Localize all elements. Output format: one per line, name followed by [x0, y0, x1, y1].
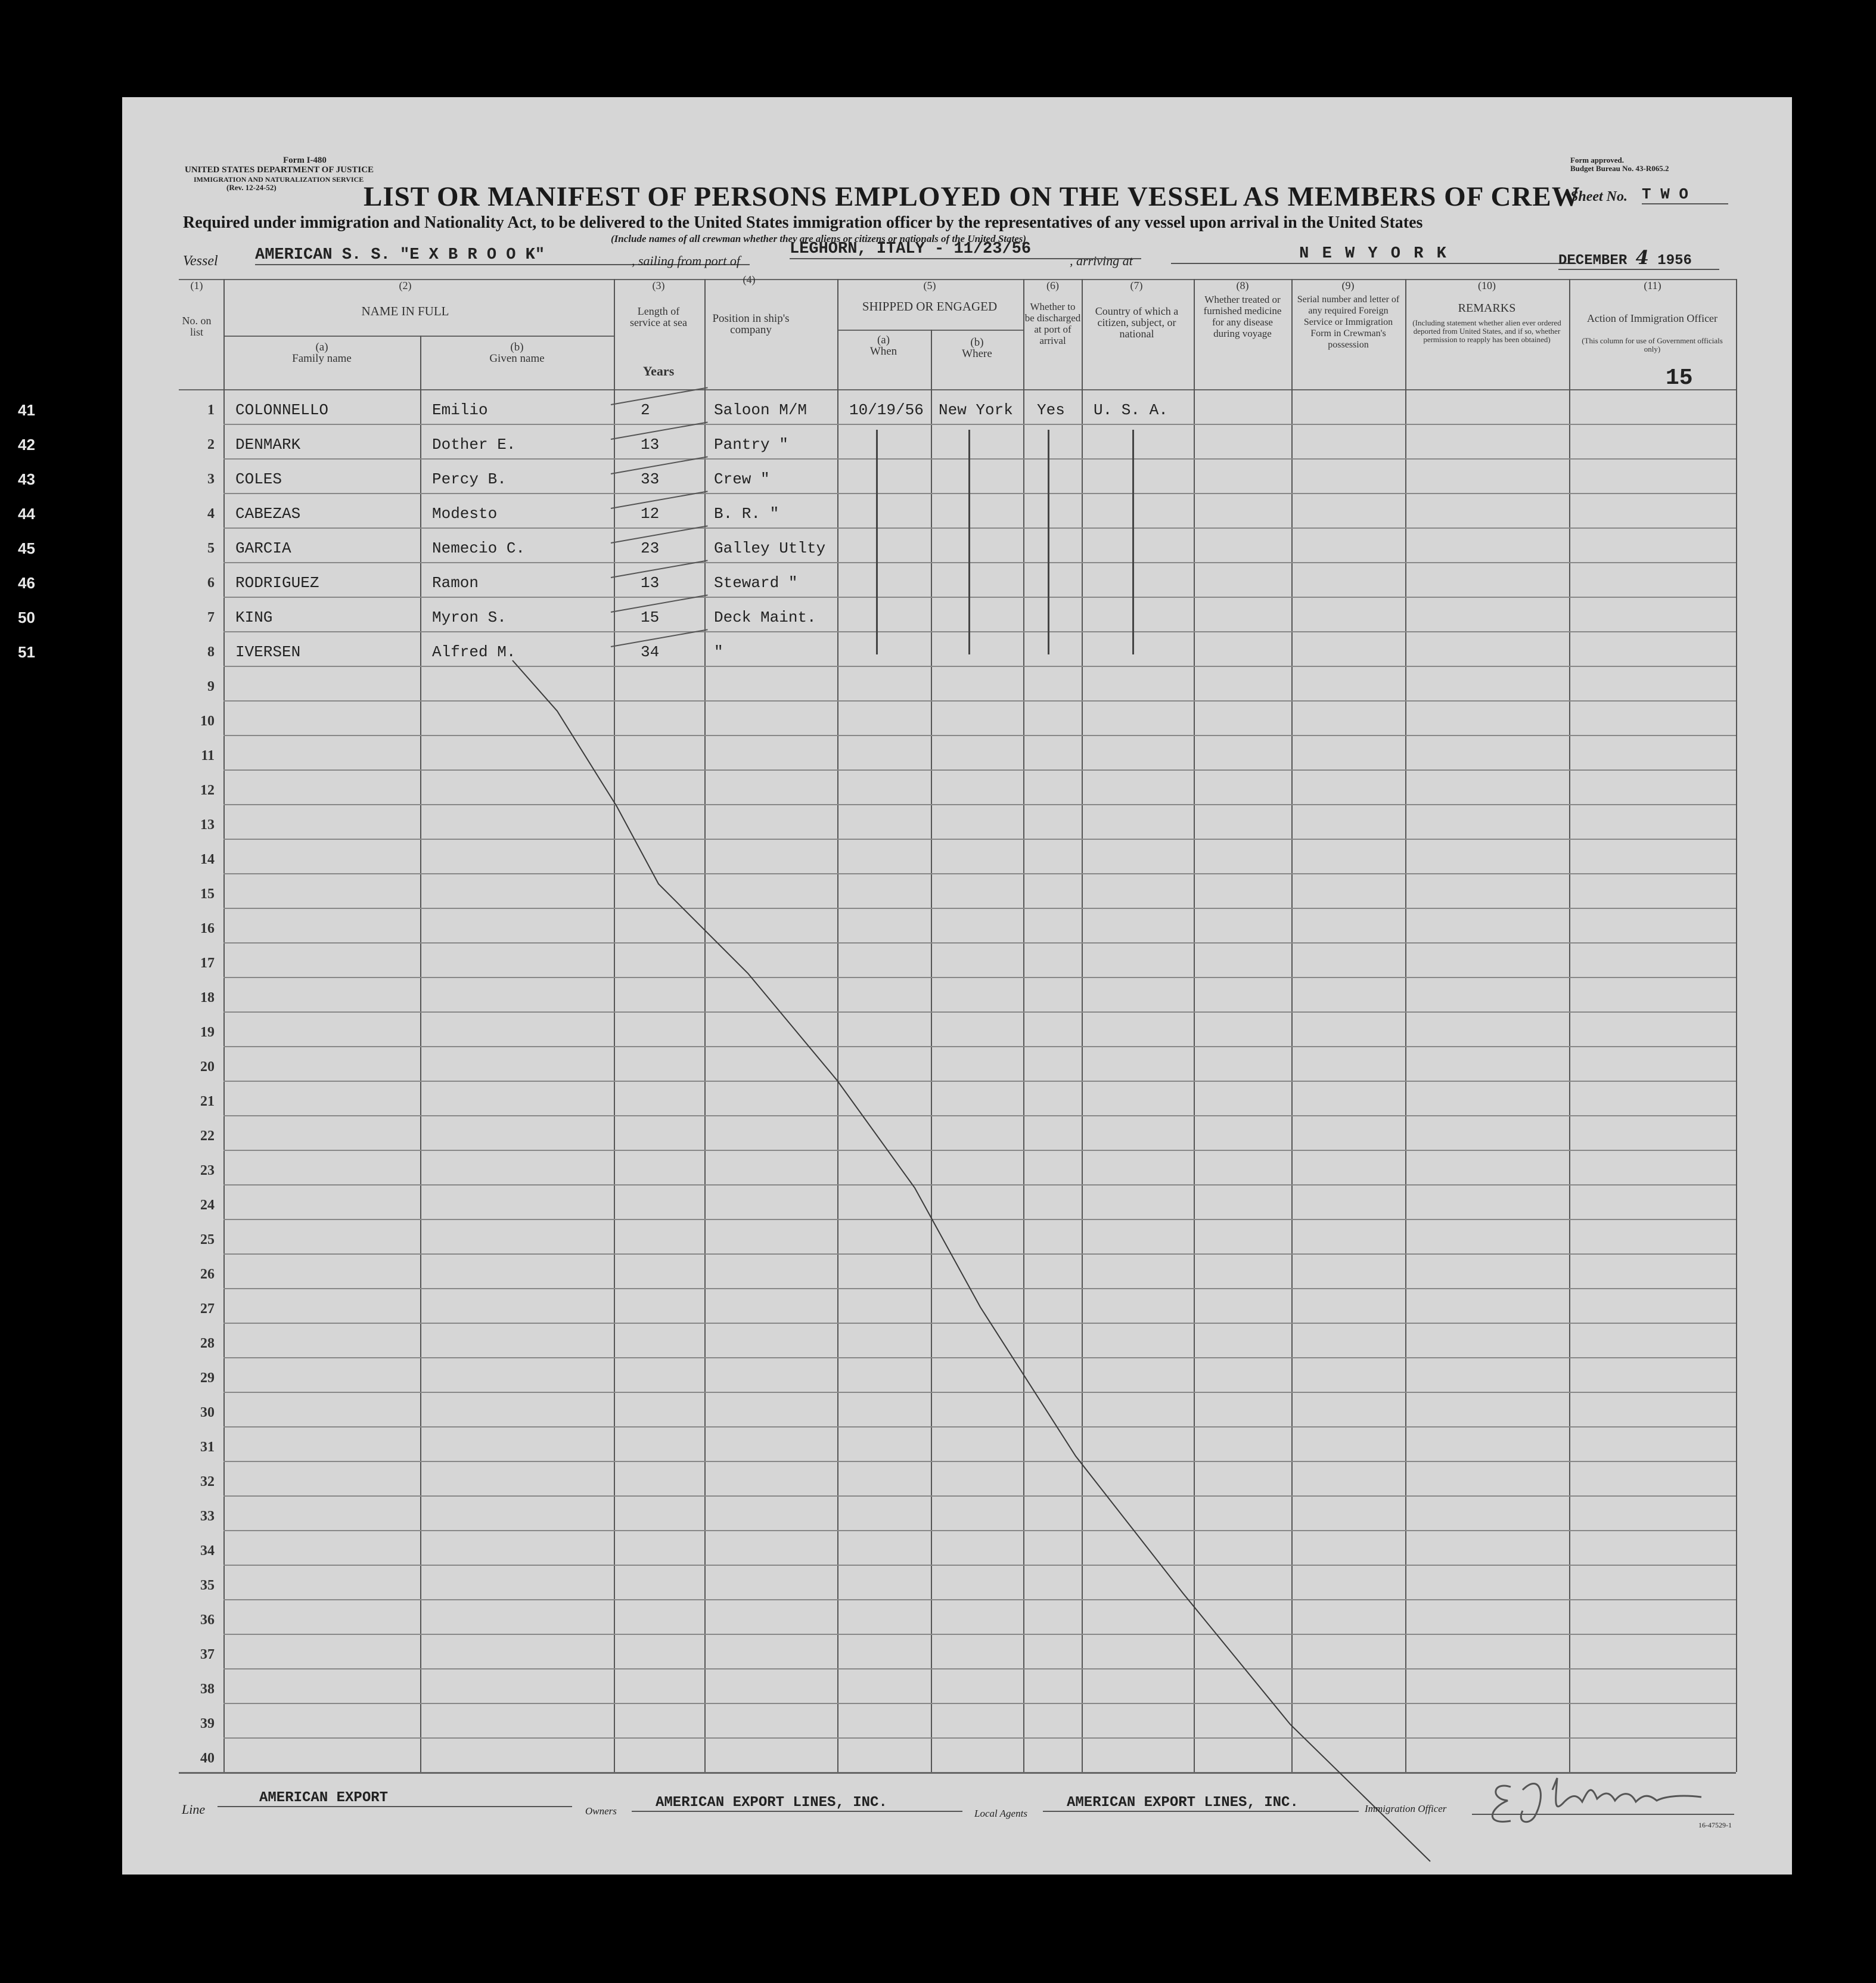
- cell-given: Myron S.: [432, 609, 507, 626]
- budget-bureau-line: Budget Bureau No. 43-R065.2: [1570, 164, 1669, 173]
- sheet-number: T W O: [1642, 185, 1728, 204]
- arrival-day: 4: [1635, 246, 1649, 269]
- owners-label: Owners: [585, 1805, 617, 1817]
- row-number: 12: [200, 783, 215, 798]
- cell-family: KING: [235, 609, 273, 626]
- row-number: 26: [200, 1267, 215, 1282]
- cell-given: Modesto: [432, 505, 498, 523]
- row-number: 28: [200, 1336, 215, 1351]
- col10-note: (Including statement whether alien ever ordered deported from United States, and if so, whether permission to reapply has been obtained): [1412, 318, 1561, 344]
- sailing-label: , sailing from port of: [632, 253, 740, 268]
- form-number: Form I-480: [283, 156, 327, 165]
- col8-number: (8): [1236, 280, 1249, 291]
- manifest-sheet: [122, 97, 1792, 1875]
- row-number: 1: [207, 402, 215, 418]
- cell-given: Emilio: [432, 401, 488, 419]
- col11-number: (11): [1644, 280, 1661, 291]
- cell-family: IVERSEN: [235, 643, 301, 661]
- cell-position: Galley Utlty: [714, 539, 826, 557]
- cell-years: 13: [641, 436, 660, 454]
- col6-number: (6): [1046, 280, 1059, 291]
- margin-row-number: 43: [18, 470, 35, 488]
- col9-header: Serial number and letter of any required Foreign Service or Immigration Form in Crewman's possession: [1297, 294, 1400, 350]
- sheet-label: Sheet No.: [1570, 189, 1627, 204]
- col7-header: Country of which a citizen, subject, or national: [1095, 305, 1179, 340]
- department-line: UNITED STATES DEPARTMENT OF JUSTICE: [185, 165, 374, 175]
- col2-header: NAME IN FULL: [361, 304, 449, 318]
- vessel-name: AMERICAN S. S. "E X B R O O K": [255, 246, 750, 265]
- cell-years: 13: [641, 574, 660, 592]
- cell-given: Alfred M.: [432, 643, 516, 661]
- row-number: 36: [200, 1612, 215, 1628]
- row-number: 24: [200, 1197, 215, 1213]
- col11-note: (This column for use of Government officials only): [1582, 336, 1723, 353]
- row-number: 3: [207, 471, 215, 487]
- col2-number: (2): [399, 280, 412, 291]
- approval-line: Form approved.: [1570, 156, 1625, 165]
- row-number: 18: [200, 990, 215, 1006]
- officer-label: Immigration Officer: [1365, 1803, 1447, 1814]
- row-number: 13: [200, 817, 215, 833]
- cell-given: Dother E.: [432, 436, 516, 454]
- row-number: 30: [200, 1405, 215, 1420]
- arriving-label: , arriving at: [1070, 253, 1133, 268]
- row-number: 29: [200, 1370, 215, 1386]
- col2a-header: (a) Family name: [292, 341, 352, 365]
- col2b-header: (b) Given name: [489, 341, 545, 365]
- sailing-port: LEGHORN, ITALY - 11/23/56: [790, 240, 1141, 259]
- row-number: 22: [200, 1128, 215, 1144]
- cell-position: B. R. ": [714, 505, 779, 523]
- cell-family: CABEZAS: [235, 505, 301, 523]
- arrival-year: 1956: [1657, 253, 1692, 269]
- cell-years: 12: [641, 505, 660, 523]
- cell-years: 23: [641, 539, 660, 557]
- row-number: 31: [200, 1439, 215, 1455]
- print-code: 16-47529-1: [1698, 1821, 1732, 1829]
- page-title: LIST OR MANIFEST OF PERSONS EMPLOYED ON THE VESSEL AS MEMBERS OF CREW: [364, 181, 1580, 212]
- row-number: 38: [200, 1681, 215, 1697]
- col10-number: (10): [1478, 280, 1496, 291]
- col4-number: (4): [743, 274, 756, 285]
- row-number: 21: [200, 1094, 215, 1109]
- row-number: 15: [200, 886, 215, 902]
- row-number: 14: [200, 852, 215, 867]
- line-label: Line: [182, 1802, 206, 1817]
- row-number: 40: [200, 1751, 215, 1766]
- col3-number: (3): [652, 280, 665, 291]
- agents-label: Local Agents: [974, 1808, 1027, 1819]
- subtitle-note: (Include names of all crewman whether they are aliens or citizens or nationals of the United States): [611, 233, 1027, 244]
- cell-when: 10/19/56: [849, 401, 924, 419]
- cell-family: COLES: [235, 470, 282, 488]
- cell-given: Percy B.: [432, 470, 507, 488]
- row-number: 6: [207, 575, 215, 591]
- strike-through-line: [122, 97, 1792, 1875]
- margin-row-number: 41: [18, 401, 35, 419]
- cell-family: COLONNELLO: [235, 401, 329, 419]
- row-number: 27: [200, 1301, 215, 1317]
- cell-position: Steward ": [714, 574, 798, 592]
- col5b-header: (b) Where: [962, 336, 992, 360]
- row-number: 5: [207, 541, 215, 556]
- margin-row-number: 44: [18, 505, 35, 523]
- row-number: 9: [207, 679, 215, 694]
- cell-family: GARCIA: [235, 539, 291, 557]
- row-number: 35: [200, 1578, 215, 1593]
- col10-header: REMARKS: [1458, 302, 1516, 315]
- cell-years: 15: [641, 609, 660, 626]
- cell-family: DENMARK: [235, 436, 301, 454]
- agents-value: AMERICAN EXPORT LINES, INC.: [1043, 1795, 1359, 1812]
- arrival-month: DECEMBER: [1558, 253, 1627, 269]
- cell-position: Deck Maint.: [714, 609, 816, 626]
- row-number: 19: [200, 1025, 215, 1040]
- line-value: AMERICAN EXPORT: [218, 1790, 572, 1807]
- cell-discharged: Yes: [1037, 401, 1065, 419]
- row-number: 7: [207, 610, 215, 625]
- service-line: IMMIGRATION AND NATURALIZATION SERVICE: [194, 175, 364, 184]
- col3-unit: Years: [642, 364, 675, 378]
- col5a-header: (a) When: [869, 334, 897, 358]
- col7-number: (7): [1130, 280, 1143, 291]
- col5-header: SHIPPED OR ENGAGED: [862, 299, 998, 314]
- row-number: 4: [207, 506, 215, 522]
- col1-number: (1): [190, 280, 203, 291]
- row-number: 8: [207, 644, 215, 660]
- col9-number: (9): [1341, 280, 1355, 291]
- col5-number: (5): [923, 280, 936, 291]
- vessel-label: Vessel: [183, 253, 218, 269]
- row-number: 32: [200, 1474, 215, 1489]
- owners-value: AMERICAN EXPORT LINES, INC.: [632, 1795, 962, 1812]
- row-number: 23: [200, 1163, 215, 1178]
- officer-count: 15: [1666, 365, 1693, 391]
- row-number: 2: [207, 437, 215, 452]
- cell-years: 33: [641, 470, 660, 488]
- subtitle: Required under immigration and Nationality Act, to be delivered to the United States immigration officer by the representatives of any vessel upon arrival in the United States: [183, 213, 1423, 232]
- row-number: 11: [201, 748, 215, 764]
- margin-row-number: 46: [18, 574, 35, 592]
- cell-country: U. S. A.: [1094, 401, 1168, 419]
- margin-row-number: 51: [18, 643, 35, 661]
- cell-years: 34: [641, 643, 660, 661]
- row-number: 39: [200, 1716, 215, 1731]
- cell-family: RODRIGUEZ: [235, 574, 319, 592]
- row-number: 10: [200, 713, 215, 729]
- row-number: 34: [200, 1543, 215, 1559]
- row-number: 16: [200, 921, 215, 936]
- cell-given: Nemecio C.: [432, 539, 526, 557]
- cell-position: ": [714, 643, 723, 661]
- cell-position: Crew ": [714, 470, 770, 488]
- row-number: 17: [200, 955, 215, 971]
- col3-header: Length of service at sea: [630, 305, 687, 328]
- col11-header: Action of Immigration Officer: [1586, 312, 1718, 324]
- cell-position: Pantry ": [714, 436, 788, 454]
- row-number: 37: [200, 1647, 215, 1662]
- arrival-port: N E W Y O R K: [1171, 245, 1576, 264]
- cell-years: 2: [641, 401, 650, 419]
- cell-where: New York: [939, 401, 1013, 419]
- col8-header: Whether treated or furnished medicine for any disease during voyage: [1203, 294, 1282, 339]
- row-number: 25: [200, 1232, 215, 1247]
- margin-row-number: 45: [18, 539, 35, 557]
- cell-given: Ramon: [432, 574, 479, 592]
- row-number: 33: [200, 1509, 215, 1524]
- margin-row-number: 42: [18, 436, 35, 454]
- revision-line: (Rev. 12-24-52): [226, 183, 277, 192]
- cell-position: Saloon M/M: [714, 401, 807, 419]
- col4-header: Position in ship's company: [712, 312, 790, 336]
- col6-header: Whether to be discharged at port of arrival: [1024, 301, 1081, 346]
- row-number: 20: [200, 1059, 215, 1075]
- margin-row-number: 50: [18, 609, 35, 626]
- col1-header: No. on list: [182, 315, 212, 338]
